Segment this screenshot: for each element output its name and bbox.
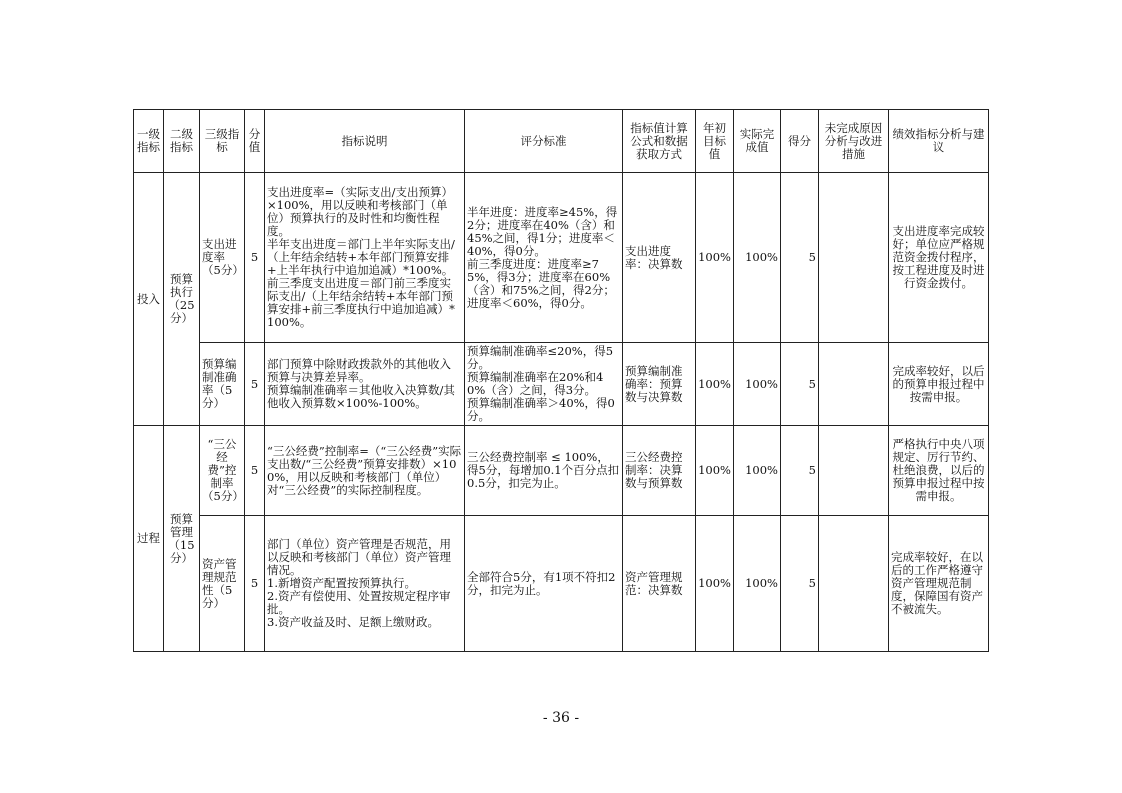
level3-cell: 资产管理规范性（5分） [200, 516, 245, 652]
level1-cell: 过程 [134, 426, 164, 652]
header-criteria: 评分标准 [465, 110, 623, 173]
level1-cell: 投入 [134, 173, 164, 426]
criteria-cell: 半年进度：进度率≥45%，得2分；进度率在40%（含）和45%之间，得1分；进度率＜40%，得0分。 前三季度进度：进度率≥75%，得3分；进度率在60%（含）和75%之间，得2分；进度率＜60%，得0分。 [465, 173, 623, 343]
table-row [134, 516, 989, 652]
score-cell: 5 [245, 516, 265, 652]
description-cell: 支出进度率=（实际支出/支出预算）×100%，用以反映和考核部门（单位）预算执行的及时性和均衡性程度。 半年支出进度＝部门上半年实际支出/（上年结余结转+本年部门预算安排+上半年执行中追加追减）*100%。 前三季度支出进度＝部门前三季度实际支出/（上年结余结转+本年部门预算安排+前三季度执行中追加追减）*100%。 [265, 173, 465, 343]
header-level2: 二级指标 [164, 110, 200, 173]
actual-cell: 100% [734, 426, 781, 516]
target-cell: 100% [696, 173, 734, 343]
got-score-cell: 5 [781, 173, 819, 343]
header-formula: 指标值计算公式和数据获取方式 [623, 110, 696, 173]
header-reason: 未完成原因分析与改进措施 [819, 110, 889, 173]
page-number: - 36 - [542, 710, 580, 726]
analysis-cell: 完成率较好，在以后的工作严格遵守资产管理规范制度，保障国有资产不被流失。 [889, 516, 989, 652]
header-score: 分值 [245, 110, 265, 173]
target-cell: 100% [696, 426, 734, 516]
level3-cell: 支出进度率（5分） [200, 173, 245, 343]
formula-cell: 预算编制准确率：预算数与决算数 [623, 343, 696, 426]
reason-cell [819, 173, 889, 343]
actual-cell: 100% [734, 343, 781, 426]
formula-cell: 资产管理规范：决算数 [623, 516, 696, 652]
header-actual: 实际完成值 [734, 110, 781, 173]
performance-table [133, 109, 989, 652]
actual-cell: 100% [734, 173, 781, 343]
formula-cell: 三公经费控制率：决算数与预算数 [623, 426, 696, 516]
score-cell: 5 [245, 343, 265, 426]
criteria-cell: 预算编制准确率≤20%，得5分。 预算编制准确率在20%和40%（含）之间，得3分。 预算编制准确率＞40%，得0分。 [465, 343, 623, 426]
analysis-cell: 支出进度率完成较好；单位应严格规范资金拨付程序，按工程进度及时进行资金拨付。 [889, 173, 989, 343]
got-score-cell: 5 [781, 516, 819, 652]
target-cell: 100% [696, 343, 734, 426]
analysis-cell: 严格执行中央八项规定、厉行节约、杜绝浪费，以后的预算申报过程中按需申报。 [889, 426, 989, 516]
table-header-row [134, 110, 989, 173]
got-score-cell: 5 [781, 426, 819, 516]
score-cell: 5 [245, 426, 265, 516]
actual-cell: 100% [734, 516, 781, 652]
score-cell: 5 [245, 173, 265, 343]
table-row [134, 173, 989, 343]
got-score-cell: 5 [781, 343, 819, 426]
table-row [134, 426, 989, 516]
header-level1: 一级指标 [134, 110, 164, 173]
description-cell: 部门预算中除财政拨款外的其他收入预算与决算差异率。 预算编制准确率＝其他收入决算数/其他收入预算数×100%-100%。 [265, 343, 465, 426]
header-got-score: 得分 [781, 110, 819, 173]
level2-cell: 预算执行（25分） [164, 173, 200, 426]
header-target: 年初目标值 [696, 110, 734, 173]
reason-cell [819, 343, 889, 426]
formula-cell: 支出进度率：决算数 [623, 173, 696, 343]
header-level3: 三级指标 [200, 110, 245, 173]
analysis-cell: 完成率较好，以后的预算申报过程中按需申报。 [889, 343, 989, 426]
description-cell: 部门（单位）资产管理是否规范，用以反映和考核部门（单位）资产管理情况。 1.新增资产配置按预算执行。 2.资产有偿使用、处置按规定程序审批。 3.资产收益及时、足额上缴财政。 [265, 516, 465, 652]
header-analysis: 绩效指标分析与建议 [889, 110, 989, 173]
header-description: 指标说明 [265, 110, 465, 173]
table-row [134, 343, 989, 426]
target-cell: 100% [696, 516, 734, 652]
criteria-cell: 三公经费控制率 ≤ 100%，得5分，每增加0.1个百分点扣0.5分，扣完为止。 [465, 426, 623, 516]
description-cell: “三公经费”控制率=（“三公经费”实际支出数/“三公经费”预算安排数）×100%，用以反映和考核部门（单位）对“三公经费”的实际控制程度。 [265, 426, 465, 516]
level3-cell: “三公经费”控制率（5分） [200, 426, 245, 516]
reason-cell [819, 426, 889, 516]
level3-cell: 预算编制准确率（5分） [200, 343, 245, 426]
criteria-cell: 全部符合5分，有1项不符扣2分，扣完为止。 [465, 516, 623, 652]
level2-cell: 预算管理（15分） [164, 426, 200, 652]
reason-cell [819, 516, 889, 652]
